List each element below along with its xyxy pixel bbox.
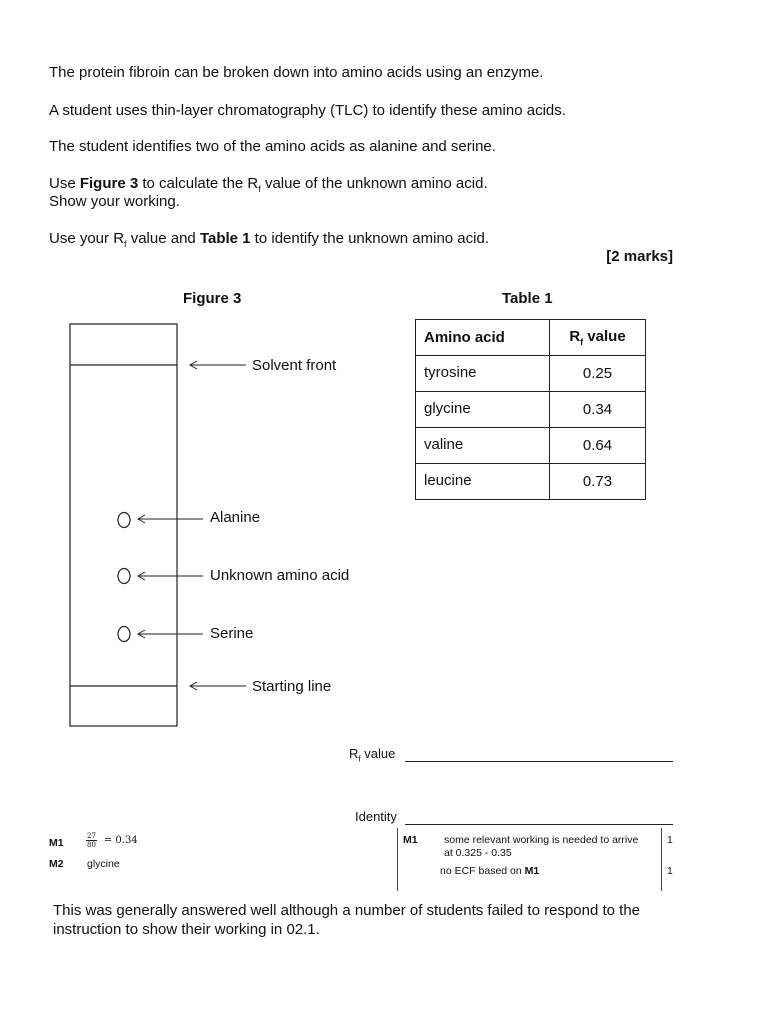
header-rf-r: R xyxy=(569,328,581,345)
ms-mark-1: 1 xyxy=(667,834,673,846)
question-line-3: The student identifies two of the amino acids as alanine and serine. xyxy=(49,138,496,155)
label-serine: Serine xyxy=(210,625,254,642)
ms-m1-working xyxy=(86,832,138,849)
rf-value-label xyxy=(349,746,395,764)
q4-a: Use xyxy=(49,175,80,192)
header-rf-tail: value xyxy=(583,328,626,345)
examiner-comment xyxy=(53,901,640,939)
ms-numerator: 27 xyxy=(87,832,96,840)
table-row xyxy=(416,356,646,392)
q6-a: Use your R xyxy=(49,230,125,247)
rf-sub: f xyxy=(358,754,361,764)
ms-guide-line-3 xyxy=(440,865,539,877)
rf-r: R xyxy=(349,746,359,761)
cell-name: leucine xyxy=(416,464,550,500)
ms-m2-label: M2 xyxy=(49,858,64,870)
label-starting-line: Starting line xyxy=(252,678,332,695)
header-amino-acid: Amino acid xyxy=(416,320,550,356)
ms-guide-line-2: at 0.325 - 0.35 xyxy=(444,847,512,859)
ms-divider-right xyxy=(661,828,662,891)
ms-m1-label: M1 xyxy=(49,837,64,849)
cell-value: 0.25 xyxy=(550,356,646,392)
q4-d: value of the unknown amino acid. xyxy=(260,175,488,192)
rf-tail: value xyxy=(360,746,396,761)
cell-value: 0.64 xyxy=(550,428,646,464)
identity-answer-line[interactable] xyxy=(405,824,673,825)
cell-name: tyrosine xyxy=(416,356,550,392)
question-line-1: The protein fibroin can be broken down into amino acids using an enzyme. xyxy=(49,64,544,81)
question-line-4 xyxy=(49,175,488,194)
q4-figure-ref: Figure 3 xyxy=(79,175,139,192)
tlc-plate xyxy=(70,324,177,726)
marks-label: [2 marks] xyxy=(606,248,673,265)
cell-value: 0.73 xyxy=(550,464,646,500)
table-row xyxy=(416,428,646,464)
ms-m2-answer: glycine xyxy=(87,858,120,870)
rf-values-table xyxy=(415,319,646,500)
header-rf-value xyxy=(550,320,646,356)
q6-table-ref: Table 1 xyxy=(199,230,251,247)
question-line-2: A student uses thin-layer chromatography (TLC) to identify these amino acids. xyxy=(49,102,566,119)
comment-line-1: This was generally answered well although a number of students failed to respond to the xyxy=(53,902,641,919)
tlc-plate-diagram xyxy=(0,300,400,740)
cell-value: 0.34 xyxy=(550,392,646,428)
table-header-row xyxy=(416,320,646,356)
ms-guide-m1-label: M1 xyxy=(403,834,418,846)
ms-mark-2: 1 xyxy=(667,865,673,877)
ms-fraction xyxy=(86,832,97,849)
figure-title: Figure 3 xyxy=(183,290,242,307)
q6-sub: f xyxy=(124,239,127,249)
table-row xyxy=(416,464,646,500)
q4-sub: f xyxy=(258,184,261,194)
cell-name: glycine xyxy=(416,392,550,428)
q6-b: value and xyxy=(126,230,200,247)
serine-spot xyxy=(118,627,130,642)
label-alanine: Alanine xyxy=(210,509,261,526)
header-rf-sub: f xyxy=(580,337,584,347)
q6-d: to identify the unknown amino acid. xyxy=(250,230,489,247)
label-solvent-front: Solvent front xyxy=(252,357,337,374)
unknown-spot xyxy=(118,569,130,584)
cell-name: valine xyxy=(416,428,550,464)
question-line-5: Show your working. xyxy=(49,193,180,210)
label-unknown-amino-acid: Unknown amino acid xyxy=(210,567,350,584)
alanine-spot xyxy=(118,513,130,528)
identity-label: Identity xyxy=(355,809,397,824)
table-title: Table 1 xyxy=(502,290,553,307)
rf-answer-line[interactable] xyxy=(405,761,673,762)
comment-line-2: instruction to show their working in 02.1. xyxy=(53,921,320,938)
ms-guide-line-1: some relevant working is needed to arrive xyxy=(444,834,639,846)
ms-denominator: 80 xyxy=(87,841,96,849)
q4-c: to calculate the R xyxy=(138,175,259,192)
ms-guide-no-ecf: no ECF based on xyxy=(440,865,525,877)
table-row xyxy=(416,392,646,428)
ms-guide-m1-ref: M1 xyxy=(524,865,540,877)
question-line-6 xyxy=(49,230,489,249)
ms-result: = 0.34 xyxy=(103,835,138,847)
ms-divider-left xyxy=(397,828,398,891)
